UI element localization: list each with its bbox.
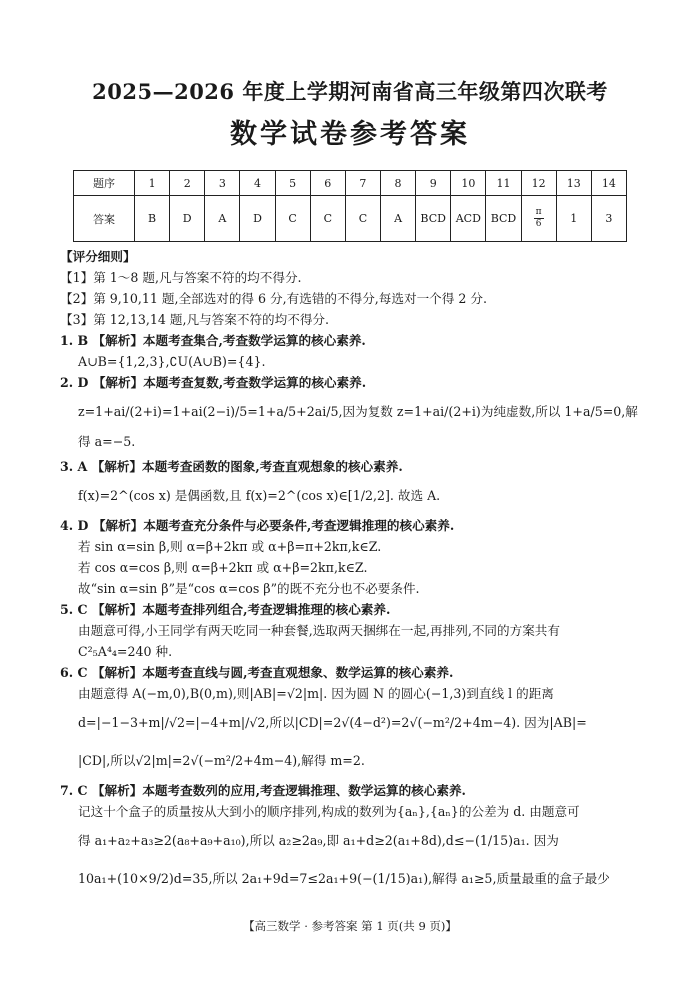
answer-cell: B — [135, 196, 170, 242]
question-number-row — [74, 171, 627, 196]
page-footer: 【高三数学 · 参考答案 第 1 页(共 9 页)】 — [243, 919, 457, 933]
scoring-rule: 【1】第 1～8 题,凡与答案不符的均不得分. — [60, 270, 302, 285]
question-number-cell: 14 — [591, 171, 626, 196]
question-number-cell: 1 — [135, 171, 170, 196]
question-number-cell: 3 — [205, 171, 240, 196]
question-number-cell: 9 — [416, 171, 451, 196]
solution-line: 故“sin α=sin β”是“cos α=cos β”的既不充分也不必要条件. — [78, 581, 420, 596]
question-number-cell: 8 — [380, 171, 415, 196]
answer-cell: 3 — [591, 196, 626, 242]
answer-cell-12 — [521, 196, 556, 242]
document-title: 数学试卷参考答案 — [230, 119, 470, 150]
answer-row — [74, 196, 627, 242]
solution-line: 得 a₁+a₂+a₃≥2(a₈+a₉+a₁₀),所以 a₂≥2a₉,即 a₁+d≥2(a₁+8d),d≤−(1/15)a₁. 因为 — [78, 833, 559, 848]
solution-heading: 5. C 【解析】本题考查排列组合,考查逻辑推理的核心素养. — [60, 602, 391, 617]
answer-cell: C — [345, 196, 380, 242]
solution-line: f(x)=2^(cos x) 是偶函数,且 f(x)=2^(cos x)∈[1/2,2]. 故选 A. — [78, 488, 441, 503]
question-number-cell: 12 — [521, 171, 556, 196]
solution-heading: 1. B 【解析】本题考查集合,考查数学运算的核心素养. — [60, 333, 366, 348]
solution-line: 记这十个盒子的质量按从大到小的顺序排列,构成的数列为{aₙ},{aₙ}的公差为 d. 由题意可 — [78, 804, 580, 819]
fraction — [534, 208, 544, 229]
scoring-rule: 【3】第 12,13,14 题,凡与答案不符的均不得分. — [60, 312, 330, 327]
question-number-cell: 13 — [556, 171, 591, 196]
answer-cell: BCD — [486, 196, 521, 242]
solution-line: |CD|,所以√2|m|=2√(−m²/2+4m−4),解得 m=2. — [78, 753, 365, 768]
solution-line: 10a₁+(10×9/2)d=35,所以 2a₁+9d=7≤2a₁+9(−(1/15)a₁),解得 a₁≥5,质量最重的盒子最少 — [78, 871, 610, 886]
question-number-cell: 5 — [275, 171, 310, 196]
answer-cell: A — [380, 196, 415, 242]
question-number-header: 题序 — [74, 171, 135, 196]
solution-line: 由题意得 A(−m,0),B(0,m),则|AB|=√2|m|. 因为圆 N 的圆心(−1,3)到直线 l 的距离 — [78, 686, 554, 701]
solution-heading: 2. D 【解析】本题考查复数,考查数学运算的核心素养. — [60, 375, 367, 390]
question-number-cell: 7 — [345, 171, 380, 196]
question-number-cell: 4 — [240, 171, 275, 196]
solution-line: d=|−1−3+m|/√2=|−4+m|/√2,所以|CD|=2√(4−d²)=2√(−m²/2+4m−4). 因为|AB|= — [78, 715, 587, 730]
solutions-body — [60, 246, 640, 898]
fraction-denominator: 6 — [535, 219, 542, 229]
solution-heading: 3. A 【解析】本题考查函数的图象,考查直观想象的核心素养. — [60, 459, 403, 474]
solution-line: 若 cos α=cos β,则 α=β+2kπ 或 α+β=2kπ,k∈Z. — [78, 560, 368, 575]
answer-cell: C — [275, 196, 310, 242]
fraction-numerator: π — [535, 207, 542, 217]
answer-cell: BCD — [416, 196, 451, 242]
answer-cell: D — [170, 196, 205, 242]
answer-cell: 1 — [556, 196, 591, 242]
solution-heading: 7. C 【解析】本题考查数列的应用,考查逻辑推理、数学运算的核心素养. — [60, 783, 466, 798]
solution-line: A∪B={1,2,3},∁U(A∪B)={4}. — [78, 354, 266, 369]
question-number-cell: 10 — [451, 171, 486, 196]
scoring-title: 【评分细则】 — [60, 249, 136, 264]
answer-cell: A — [205, 196, 240, 242]
answer-header: 答案 — [74, 196, 135, 242]
answer-cell: D — [240, 196, 275, 242]
answer-cell: C — [310, 196, 345, 242]
solution-heading: 4. D 【解析】本题考查充分条件与必要条件,考查逻辑推理的核心素养. — [60, 518, 455, 533]
solution-line: 得 a=−5. — [78, 434, 136, 449]
scoring-rule: 【2】第 9,10,11 题,全部选对的得 6 分,有选错的不得分,每选对一个得 2 分. — [60, 291, 487, 306]
solution-heading: 6. C 【解析】本题考查直线与圆,考查直观想象、数学运算的核心素养. — [60, 665, 454, 680]
solution-line: 若 sin α=sin β,则 α=β+2kπ 或 α+β=π+2kπ,k∈Z. — [78, 539, 382, 554]
solution-line: 由题意可得,小王同学有两天吃同一种套餐,选取两天捆绑在一起,再排列,不同的方案共有 — [78, 623, 560, 638]
question-number-cell: 11 — [486, 171, 521, 196]
answer-cell: ACD — [451, 196, 486, 242]
exam-title: 2025—2026 年度上学期河南省高三年级第四次联考 — [92, 79, 608, 104]
answer-table — [73, 170, 627, 242]
question-number-cell: 6 — [310, 171, 345, 196]
question-number-cell: 2 — [170, 171, 205, 196]
solution-line: C²₅A⁴₄=240 种. — [78, 644, 173, 659]
solution-line: z=1+ai/(2+i)=1+ai(2−i)/5=1+a/5+2ai/5,因为复数 z=1+ai/(2+i)为纯虚数,所以 1+a/5=0,解 — [78, 404, 638, 419]
